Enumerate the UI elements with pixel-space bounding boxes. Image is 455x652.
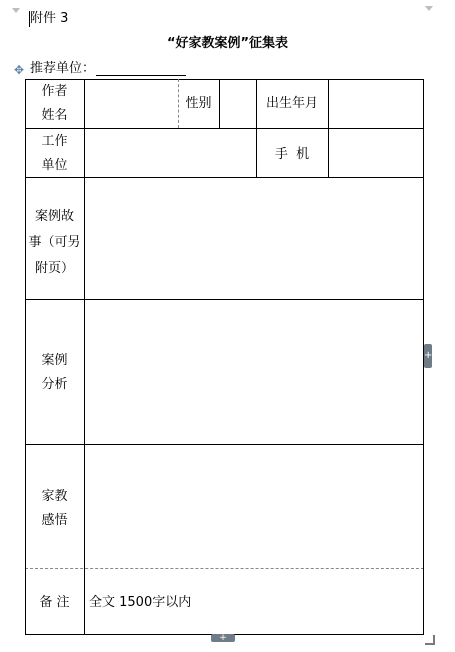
gender-field[interactable] [219, 80, 256, 128]
birth-date-label: 出生年月 [265, 96, 318, 111]
recommend-unit-label: 推荐单位： [30, 61, 96, 76]
page-corner-mark-icon [425, 6, 433, 11]
attachment-label: 附件 3 [30, 11, 69, 26]
author-name-label: 作者 姓名 [41, 84, 68, 123]
add-column-handle-icon[interactable]: + [424, 344, 432, 368]
work-unit-field[interactable] [84, 129, 256, 177]
table-move-handle-icon[interactable]: ✥ [14, 63, 25, 77]
case-analysis-label: 案例 分析 [41, 353, 68, 392]
case-story-field[interactable] [84, 178, 423, 299]
family-education-insight-field[interactable] [84, 445, 423, 568]
work-unit-label: 工作 单位 [41, 134, 68, 173]
remarks-value: 全文 1500字以内 [89, 595, 192, 610]
birth-date-field[interactable] [328, 80, 423, 128]
case-story-label: 案例故 事（可另 附页） [28, 209, 81, 276]
family-education-insight-label: 家教 感悟 [41, 489, 68, 528]
table-resize-handle-icon[interactable] [425, 635, 435, 645]
gender-label: 性别 [185, 96, 212, 111]
phone-field[interactable] [328, 129, 423, 177]
case-analysis-field[interactable] [84, 300, 423, 444]
remarks-label: 备 注 [39, 595, 70, 610]
add-row-handle-icon[interactable]: + [211, 634, 235, 642]
author-name-field[interactable] [84, 80, 178, 128]
form-title: “好家教案例”征集表 [166, 36, 289, 51]
recommend-unit-field[interactable] [96, 75, 186, 76]
page-corner-mark-icon [12, 8, 20, 13]
phone-label: 手 机 [274, 147, 310, 162]
